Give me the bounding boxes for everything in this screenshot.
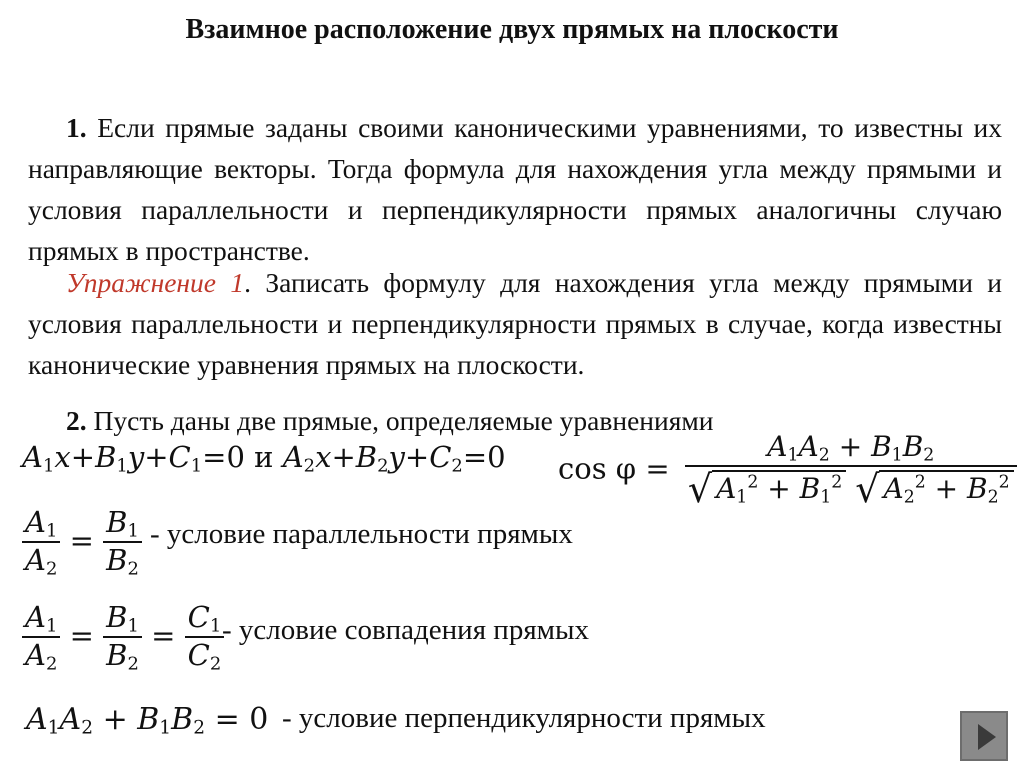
- exercise-label: Упражнение 1: [66, 267, 245, 298]
- cos-label: cos φ =: [558, 451, 670, 486]
- paragraph-1-number: 1.: [66, 112, 87, 143]
- coincide-formula: $\frac{A_1}{A_2}$ = $\frac{B_1}{B_2}$ = $\frac{C_1}{C_2}$: [22, 600, 224, 675]
- exercise-text: . Записать формулу для нахождения угла между прямыми и условия параллельности и перпендикулярности прямых в случае, когда известны канонические уравнения прямых на плоскости.: [28, 267, 1003, 380]
- conjunction: и: [254, 440, 274, 474]
- play-next-icon: [978, 724, 996, 750]
- perpendicular-condition: - условие перпендикулярности прямых: [282, 702, 766, 734]
- next-slide-button[interactable]: [960, 711, 1008, 761]
- perpendicular-formula: $A_1A_2 + B_1B_2 = 0$: [26, 702, 269, 739]
- paragraph-2-number: 2.: [66, 405, 87, 436]
- parallel-formula: $\frac{A_1}{A_2}$ = $\frac{B_1}{B_2}$: [22, 505, 142, 580]
- paragraph-1-text: Если прямые заданы своими каноническими уравнениями, то известны их направляющие векторы. Тогда формула для нахождения угла между прямыми и условия параллельности и перпендикулярности прямых аналогичны случаю прямых в пространстве.: [28, 112, 1003, 266]
- paragraph-2-text: Пусть даны две прямые, определяемые уравнениями: [93, 405, 714, 436]
- coincide-condition: - условие совпадения прямых: [222, 614, 589, 646]
- parallel-condition: - условие параллельности прямых: [150, 518, 573, 550]
- page-title: Взаимное расположение двух прямых на плоскости: [185, 14, 839, 45]
- paragraph-exercise: [28, 262, 1002, 385]
- paragraph-1: [28, 107, 1002, 271]
- line-equations: $A_1x+B_1y+C_1=0$ и $A_2x+B_2y+C_2=0$: [22, 440, 506, 477]
- angle-formula: cos φ = $\frac{A_1A_2 + B_1B_2}{√ A_1^2 + B_1^2 √ A_2^2 + B_2^2}$: [558, 430, 1017, 511]
